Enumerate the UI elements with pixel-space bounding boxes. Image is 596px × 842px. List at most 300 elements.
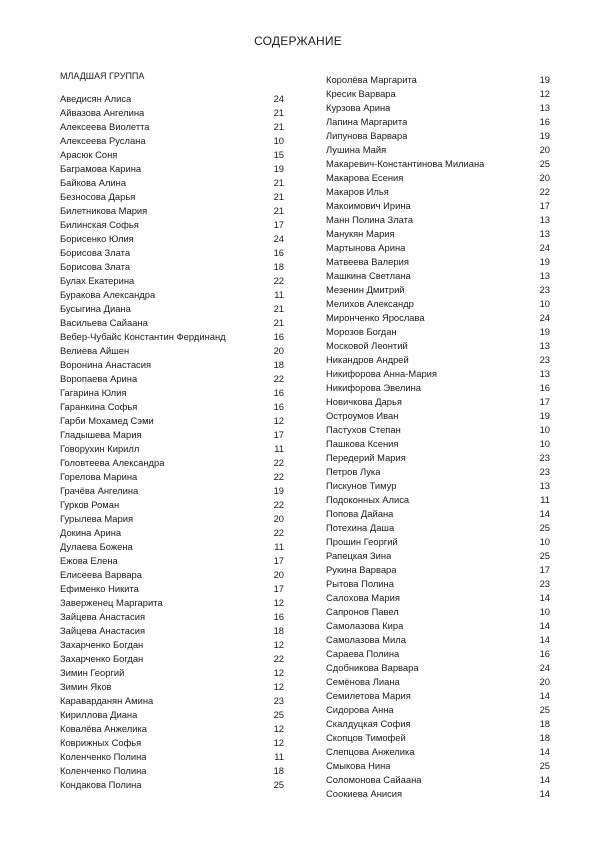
entry-name: Бусыгина Диана xyxy=(60,303,131,314)
entry-page-number: 14 xyxy=(539,620,550,631)
entry-name: Гагарина Юлия xyxy=(60,387,127,398)
entry-page-number: 21 xyxy=(273,303,284,314)
entry-page-number: 20 xyxy=(539,676,550,687)
entry-name: Московой Леонтий xyxy=(326,340,408,351)
entry-name: Аведисян Алиса xyxy=(60,93,132,104)
toc-entry xyxy=(326,367,550,381)
toc-entry xyxy=(60,288,284,302)
toc-entry xyxy=(60,652,284,666)
toc-entry xyxy=(60,400,284,414)
toc-entry xyxy=(326,143,550,157)
entry-name: Ковалёва Анжелика xyxy=(60,723,147,734)
entry-page-number: 23 xyxy=(539,578,550,589)
entry-page-number: 18 xyxy=(539,718,550,729)
toc-entry xyxy=(60,330,284,344)
entry-page-number: 13 xyxy=(539,102,550,113)
toc-entry xyxy=(60,92,284,106)
toc-entry xyxy=(60,442,284,456)
entry-name: Велиева Айшен xyxy=(60,345,130,356)
toc-entry xyxy=(60,484,284,498)
entry-page-number: 11 xyxy=(274,541,284,552)
entry-page-number: 14 xyxy=(539,508,550,519)
entry-page-number: 18 xyxy=(273,261,284,272)
entry-name: Караварданян Амина xyxy=(60,695,154,706)
entry-name: Мартынова Арина xyxy=(326,242,406,253)
entry-page-number: 12 xyxy=(273,681,284,692)
entry-page-number: 10 xyxy=(539,606,550,617)
toc-entry xyxy=(326,73,550,87)
entry-name: Морозов Богдан xyxy=(326,326,397,337)
entry-page-number: 17 xyxy=(539,564,550,575)
entry-page-number: 23 xyxy=(539,284,550,295)
toc-entry xyxy=(60,526,284,540)
entry-name: Горелова Марина xyxy=(60,471,138,482)
entry-name: Елисеева Варвара xyxy=(60,569,142,580)
entry-name: Пастухов Степан xyxy=(326,424,401,435)
toc-entry xyxy=(326,87,550,101)
entry-page-number: 22 xyxy=(273,527,284,538)
toc-entry xyxy=(326,283,550,297)
entry-name: Гаранкина Софья xyxy=(60,401,138,412)
entry-page-number: 16 xyxy=(273,611,284,622)
entry-page-number: 21 xyxy=(273,191,284,202)
toc-entry xyxy=(60,232,284,246)
toc-entry xyxy=(326,255,550,269)
entry-name: Головтеева Александра xyxy=(60,457,165,468)
entry-name: Пашкова Ксения xyxy=(326,438,399,449)
toc-entry xyxy=(326,493,550,507)
entry-name: Манн Полина Злата xyxy=(326,214,414,225)
toc-entry xyxy=(326,773,550,787)
entry-name: Гарби Мохамед Сэми xyxy=(60,415,154,426)
entry-name: Коленченко Полина xyxy=(60,765,147,776)
entry-name: Сдобникова Варвара xyxy=(326,662,419,673)
toc-entry xyxy=(326,157,550,171)
toc-entry xyxy=(326,759,550,773)
entry-page-number: 19 xyxy=(539,326,550,337)
page-title: СОДЕРЖАНИЕ xyxy=(254,34,342,48)
toc-entry xyxy=(60,218,284,232)
toc-entry xyxy=(60,302,284,316)
toc-entry xyxy=(326,605,550,619)
entry-page-number: 17 xyxy=(539,396,550,407)
entry-name: Смыкова Нина xyxy=(326,760,391,771)
toc-entry xyxy=(60,176,284,190)
toc-entry xyxy=(60,162,284,176)
entry-page-number: 15 xyxy=(273,149,284,160)
entry-page-number: 20 xyxy=(539,172,550,183)
entry-page-number: 23 xyxy=(273,695,284,706)
entry-name: Заверженец Маргарита xyxy=(60,597,163,608)
entry-page-number: 23 xyxy=(539,466,550,477)
entry-name: Дулаева Божена xyxy=(60,541,133,552)
entry-name: Борисова Злата xyxy=(60,247,131,258)
toc-entry xyxy=(60,470,284,484)
toc-entry xyxy=(60,680,284,694)
toc-entry xyxy=(326,339,550,353)
entry-page-number: 18 xyxy=(273,359,284,370)
entry-name: Захарченко Богдан xyxy=(60,639,144,650)
entry-page-number: 16 xyxy=(539,382,550,393)
entry-name: Передерий Мария xyxy=(326,452,406,463)
entry-name: Ежова Елена xyxy=(60,555,118,566)
entry-page-number: 16 xyxy=(539,648,550,659)
entry-name: Вебер-Чубайс Константин Фердинанд xyxy=(60,331,226,342)
entry-page-number: 12 xyxy=(273,597,284,608)
entry-page-number: 13 xyxy=(539,214,550,225)
entry-name: Скалдуцкая София xyxy=(326,718,411,729)
toc-entry xyxy=(326,619,550,633)
toc-entry xyxy=(60,204,284,218)
toc-entry xyxy=(326,647,550,661)
toc-entry xyxy=(326,591,550,605)
toc-entry xyxy=(60,428,284,442)
toc-entry xyxy=(60,666,284,680)
entry-name: Остроумов Иван xyxy=(326,410,399,421)
toc-entry xyxy=(60,596,284,610)
toc-entry xyxy=(326,661,550,675)
toc-entry xyxy=(326,185,550,199)
toc-entry xyxy=(60,148,284,162)
entry-name: Зайцева Анастасия xyxy=(60,625,146,636)
toc-entry xyxy=(60,358,284,372)
toc-entry xyxy=(60,316,284,330)
entry-page-number: 11 xyxy=(274,751,284,762)
entry-page-number: 18 xyxy=(273,625,284,636)
toc-entry xyxy=(326,507,550,521)
entry-name: Воропаева Арина xyxy=(60,373,138,384)
entry-page-number: 25 xyxy=(273,779,284,790)
entry-page-number: 12 xyxy=(273,415,284,426)
entry-name: Самолазова Кира xyxy=(326,620,404,631)
entry-name: Байкова Алина xyxy=(60,177,127,188)
toc-entry xyxy=(60,344,284,358)
entry-page-number: 16 xyxy=(273,401,284,412)
toc-entry xyxy=(326,227,550,241)
toc-entry xyxy=(326,297,550,311)
entry-name: Рытова Полина xyxy=(326,578,394,589)
toc-entry xyxy=(60,498,284,512)
entry-page-number: 12 xyxy=(273,737,284,748)
entry-name: Говорухин Кирилл xyxy=(60,443,140,454)
toc-entry xyxy=(326,437,550,451)
entry-name: Соокиева Анисия xyxy=(326,788,403,799)
toc-entry xyxy=(326,689,550,703)
toc-entry xyxy=(60,610,284,624)
entry-page-number: 16 xyxy=(273,331,284,342)
entry-page-number: 13 xyxy=(539,270,550,281)
entry-page-number: 25 xyxy=(539,158,550,169)
entry-name: Слепцова Анжелика xyxy=(326,746,415,757)
entry-name: Воронина Анастасия xyxy=(60,359,152,370)
toc-entry xyxy=(326,199,550,213)
entry-name: Булах Екатерина xyxy=(60,275,135,286)
entry-page-number: 24 xyxy=(539,662,550,673)
entry-name: Потехина Даша xyxy=(326,522,395,533)
entry-page-number: 22 xyxy=(539,186,550,197)
toc-entry xyxy=(60,568,284,582)
entry-page-number: 14 xyxy=(539,592,550,603)
entry-page-number: 19 xyxy=(273,485,284,496)
entry-page-number: 19 xyxy=(539,130,550,141)
toc-entry xyxy=(60,274,284,288)
entry-page-number: 19 xyxy=(539,74,550,85)
entry-name: Петров Лука xyxy=(326,466,381,477)
toc-entry xyxy=(326,577,550,591)
entry-page-number: 17 xyxy=(273,555,284,566)
toc-entry xyxy=(60,750,284,764)
entry-name: Никифорова Анна-Мария xyxy=(326,368,437,379)
toc-entry xyxy=(60,708,284,722)
entry-name: Рапецкая Зина xyxy=(326,550,392,561)
entry-page-number: 16 xyxy=(539,116,550,127)
toc-entry xyxy=(60,736,284,750)
entry-name: Скопцов Тимофей xyxy=(326,732,406,743)
entry-page-number: 23 xyxy=(539,354,550,365)
entry-name: Никифорова Эвелина xyxy=(326,382,422,393)
entry-name: Борисова Злата xyxy=(60,261,131,272)
entry-name: Прошин Георгий xyxy=(326,536,398,547)
section-heading: МЛАДШАЯ ГРУППА xyxy=(60,71,145,81)
entry-page-number: 13 xyxy=(539,480,550,491)
entry-name: Подоконных Алиса xyxy=(326,494,410,505)
entry-name: Кресик Варвара xyxy=(326,88,396,99)
entry-name: Мезенин Дмитрий xyxy=(326,284,405,295)
entry-page-number: 16 xyxy=(273,387,284,398)
entry-name: Васильева Сайаана xyxy=(60,317,148,328)
entry-name: Макаревич-Константинова Милиана xyxy=(326,158,485,169)
entry-name: Зайцева Анастасия xyxy=(60,611,146,622)
entry-name: Соломонова Сайаана xyxy=(326,774,422,785)
toc-entry xyxy=(326,787,550,801)
entry-page-number: 11 xyxy=(274,443,284,454)
entry-name: Семёнова Лиана xyxy=(326,676,400,687)
entry-page-number: 16 xyxy=(273,247,284,258)
toc-entry xyxy=(326,129,550,143)
entry-page-number: 19 xyxy=(539,410,550,421)
toc-entry xyxy=(60,414,284,428)
entry-page-number: 18 xyxy=(273,765,284,776)
entry-page-number: 11 xyxy=(274,289,284,300)
entry-page-number: 24 xyxy=(273,233,284,244)
entry-name: Пискунов Тимур xyxy=(326,480,397,491)
entry-page-number: 25 xyxy=(539,704,550,715)
entry-page-number: 19 xyxy=(273,163,284,174)
entry-name: Буракова Александра xyxy=(60,289,156,300)
toc-list-right xyxy=(326,73,550,801)
entry-page-number: 20 xyxy=(273,569,284,580)
entry-name: Билинская Софья xyxy=(60,219,139,230)
entry-name: Зимин Георгий xyxy=(60,667,125,678)
entry-name: Мелихов Александр xyxy=(326,298,414,309)
entry-name: Ефименко Никита xyxy=(60,583,139,594)
entry-name: Матвеева Валерия xyxy=(326,256,409,267)
entry-name: Салохова Мария xyxy=(326,592,400,603)
toc-entry xyxy=(326,703,550,717)
entry-page-number: 20 xyxy=(273,345,284,356)
entry-page-number: 21 xyxy=(273,107,284,118)
toc-entry xyxy=(326,675,550,689)
toc-entry xyxy=(60,246,284,260)
entry-page-number: 21 xyxy=(273,317,284,328)
toc-entry xyxy=(326,409,550,423)
entry-name: Семилетова Мария xyxy=(326,690,411,701)
entry-name: Манукян Мария xyxy=(326,228,395,239)
entry-page-number: 13 xyxy=(539,228,550,239)
entry-name: Липунова Варвара xyxy=(326,130,408,141)
entry-page-number: 22 xyxy=(273,373,284,384)
entry-name: Миронченко Ярослава xyxy=(326,312,425,323)
toc-entry xyxy=(60,554,284,568)
entry-name: Айвазова Ангелина xyxy=(60,107,145,118)
toc-entry xyxy=(60,134,284,148)
toc-entry xyxy=(326,549,550,563)
toc-entry xyxy=(326,241,550,255)
toc-entry xyxy=(326,353,550,367)
entry-name: Алексеева Руслана xyxy=(60,135,146,146)
entry-page-number: 11 xyxy=(540,494,550,505)
entry-page-number: 20 xyxy=(273,513,284,524)
entry-page-number: 25 xyxy=(539,550,550,561)
toc-entry xyxy=(326,563,550,577)
entry-page-number: 14 xyxy=(539,774,550,785)
toc-entry xyxy=(326,115,550,129)
entry-page-number: 22 xyxy=(273,653,284,664)
entry-name: Докина Арина xyxy=(60,527,122,538)
toc-entry xyxy=(60,260,284,274)
entry-name: Арасюк Соня xyxy=(60,149,118,160)
entry-page-number: 12 xyxy=(273,667,284,678)
entry-page-number: 25 xyxy=(539,522,550,533)
entry-page-number: 17 xyxy=(273,583,284,594)
entry-page-number: 25 xyxy=(539,760,550,771)
entry-page-number: 10 xyxy=(539,438,550,449)
entry-name: Никандров Андрей xyxy=(326,354,409,365)
toc-entry xyxy=(326,269,550,283)
entry-name: Кондакова Полина xyxy=(60,779,142,790)
toc-entry xyxy=(60,624,284,638)
toc-entry xyxy=(326,535,550,549)
entry-name: Лушина Майя xyxy=(326,144,387,155)
toc-entry xyxy=(326,213,550,227)
entry-page-number: 17 xyxy=(273,429,284,440)
entry-name: Гурков Роман xyxy=(60,499,120,510)
toc-entry xyxy=(60,694,284,708)
toc-entry xyxy=(60,372,284,386)
entry-page-number: 24 xyxy=(539,242,550,253)
toc-entry xyxy=(326,395,550,409)
entry-name: Попова Дайана xyxy=(326,508,394,519)
toc-entry xyxy=(326,717,550,731)
entry-name: Захарченко Богдан xyxy=(60,653,144,664)
toc-entry xyxy=(326,465,550,479)
toc-entry xyxy=(326,479,550,493)
entry-name: Коврижных Софья xyxy=(60,737,142,748)
toc-entry xyxy=(326,171,550,185)
toc-entry xyxy=(60,582,284,596)
entry-name: Курзова Арина xyxy=(326,102,391,113)
entry-name: Макаров Илья xyxy=(326,186,389,197)
toc-entry xyxy=(60,190,284,204)
entry-name: Гладышева Мария xyxy=(60,429,142,440)
entry-page-number: 24 xyxy=(539,312,550,323)
entry-page-number: 10 xyxy=(539,298,550,309)
entry-page-number: 21 xyxy=(273,177,284,188)
entry-page-number: 14 xyxy=(539,746,550,757)
toc-entry xyxy=(60,386,284,400)
entry-name: Баграмова Карина xyxy=(60,163,142,174)
entry-page-number: 22 xyxy=(273,499,284,510)
entry-name: Сараева Полина xyxy=(326,648,400,659)
entry-page-number: 22 xyxy=(273,275,284,286)
toc-column-right xyxy=(326,73,550,801)
toc-column-left xyxy=(60,69,284,792)
entry-name: Машкина Светлана xyxy=(326,270,411,281)
entry-page-number: 13 xyxy=(539,340,550,351)
entry-page-number: 19 xyxy=(539,256,550,267)
toc-entry xyxy=(60,778,284,792)
entry-page-number: 17 xyxy=(273,219,284,230)
toc-entry xyxy=(326,731,550,745)
toc-entry xyxy=(60,722,284,736)
entry-page-number: 18 xyxy=(539,732,550,743)
entry-name: Новичкова Дарья xyxy=(326,396,402,407)
entry-page-number: 12 xyxy=(539,88,550,99)
entry-page-number: 12 xyxy=(273,639,284,650)
toc-entry xyxy=(326,745,550,759)
entry-page-number: 20 xyxy=(539,144,550,155)
entry-page-number: 24 xyxy=(273,93,284,104)
toc-entry xyxy=(326,633,550,647)
entry-name: Лапина Маргарита xyxy=(326,116,408,127)
entry-name: Зимин Яков xyxy=(60,681,112,692)
entry-page-number: 17 xyxy=(539,200,550,211)
entry-page-number: 14 xyxy=(539,690,550,701)
toc-entry xyxy=(326,451,550,465)
entry-name: Безносова Дарья xyxy=(60,191,136,202)
toc-entry xyxy=(326,311,550,325)
entry-page-number: 21 xyxy=(273,121,284,132)
toc-entry xyxy=(60,638,284,652)
toc-entry xyxy=(60,106,284,120)
entry-name: Алексеева Виолетта xyxy=(60,121,150,132)
entry-name: Коленченко Полина xyxy=(60,751,147,762)
entry-page-number: 13 xyxy=(539,368,550,379)
entry-name: Макоимович Ирина xyxy=(326,200,411,211)
entry-page-number: 21 xyxy=(273,205,284,216)
entry-name: Билетникова Мария xyxy=(60,205,148,216)
toc-entry xyxy=(60,120,284,134)
entry-name: Самолазова Мила xyxy=(326,634,406,645)
entry-page-number: 10 xyxy=(539,536,550,547)
toc-entry xyxy=(326,521,550,535)
entry-page-number: 14 xyxy=(539,634,550,645)
toc-entry xyxy=(60,764,284,778)
entry-page-number: 22 xyxy=(273,471,284,482)
entry-page-number: 22 xyxy=(273,457,284,468)
entry-page-number: 12 xyxy=(273,723,284,734)
entry-name: Сидорова Анна xyxy=(326,704,394,715)
entry-page-number: 25 xyxy=(273,709,284,720)
toc-list-left xyxy=(60,92,284,792)
toc-entry xyxy=(60,512,284,526)
entry-name: Сапронов Павел xyxy=(326,606,399,617)
entry-page-number: 10 xyxy=(539,424,550,435)
entry-name: Борисенко Юлия xyxy=(60,233,134,244)
toc-entry xyxy=(326,101,550,115)
toc-entry xyxy=(60,540,284,554)
toc-entry xyxy=(60,456,284,470)
